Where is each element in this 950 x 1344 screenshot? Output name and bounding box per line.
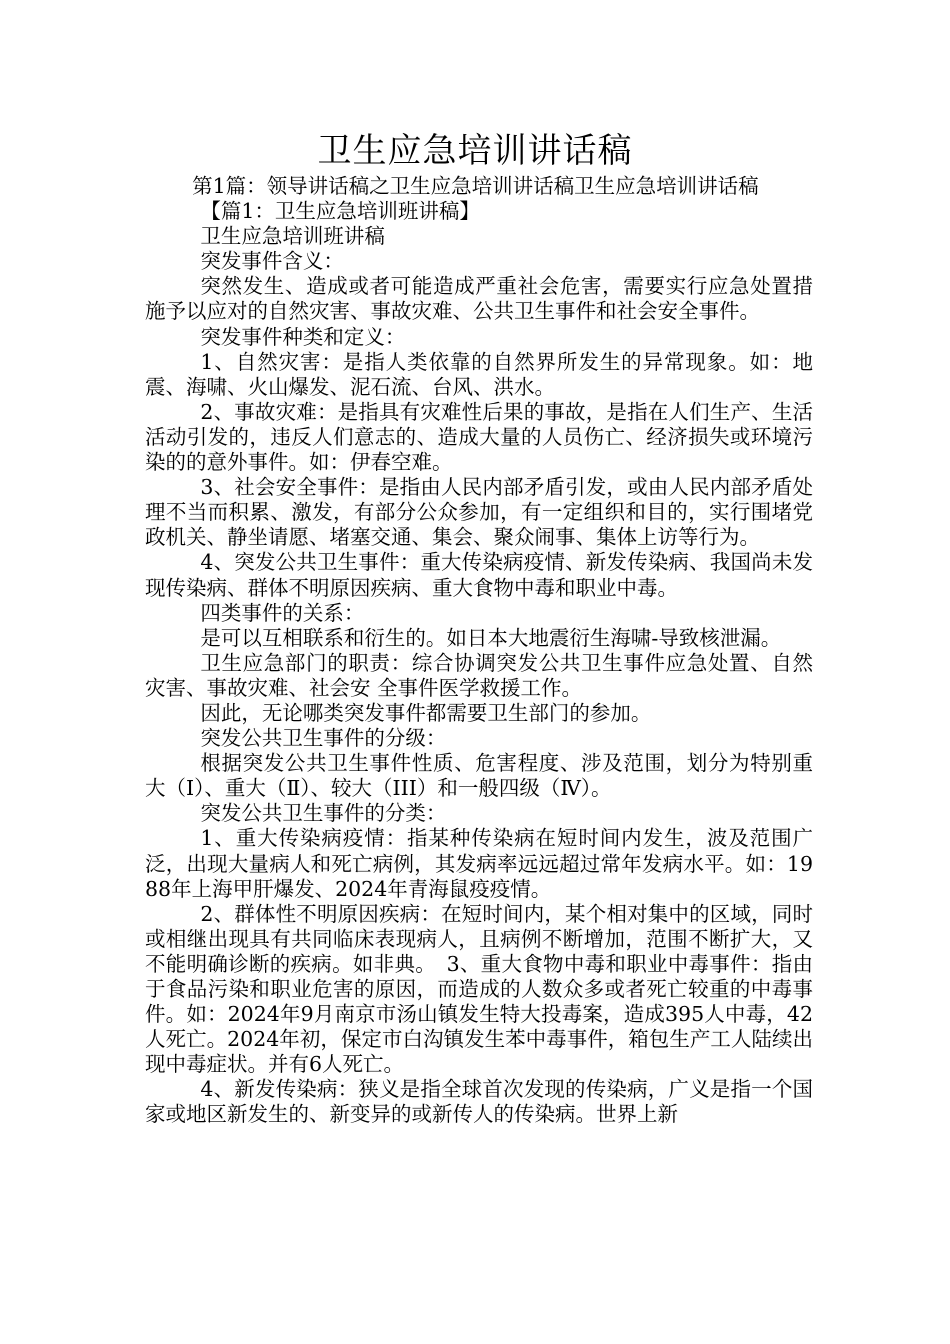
paragraph: 1、自然灾害：是指人类依靠的自然界所发生的异常现象。如：地震、海啸、火山爆发、泥石流、台风、洪水。 [145,349,813,399]
paragraph: 4、突发公共卫生事件：重大传染病疫情、新发传染病、我国尚未发现传染病、群体不明原因疾病、重大食物中毒和职业中毒。 [145,550,813,600]
paragraph: 第1篇：领导讲话稿之卫生应急培训讲话稿卫生应急培训讲话稿 [192,174,759,198]
paragraph: 突然发生、造成或者可能造成严重社会危害，需要实行应急处置措施予以应对的自然灾害、事故灾难、公共卫生事件和社会安全事件。 [145,274,813,324]
paragraph: 2、群体性不明原因疾病：在短时间内，某个相对集中的区域，同时或相继出现具有共同临床表现病人，且病例不断增加，范围不断扩大，又不能明确诊断的疾病。如非典。 3、重大食物中毒和职业中毒事件：指由于食品污染和职业危害的原因，而造成的人数众多或者死亡较重的中毒事件。如：2024年9月南京市汤山镇发生特大投毒案，造成395人中毒，42人死亡。2024年初，保定市白沟镇发生苯中毒事件，箱包生产工人陆续出现中毒症状。并有6人死亡。 [145,901,813,1077]
paragraph: 因此，无论哪类突发事件都需要卫生部门的参加。 [200,700,652,725]
paragraph: 突发公共卫生事件的分级： [200,726,447,751]
paragraph: 卫生应急部门的职责：综合协调突发公共卫生事件应急处置、自然灾害、事故灾难、社会安 全事件医学救援工作。 [145,650,813,700]
paragraph: 四类事件的关系： [200,600,365,625]
paragraph: 3、社会安全事件：是指由人民内部矛盾引发，或由人民内部矛盾处理不当而积累、激发，有部分公众参加，有一定组织和目的，实行围堵党政机关、静坐请愿、堵塞交通、集会、聚众闹事、集体上访等行为。 [145,475,813,550]
paragraph: 根据突发公共卫生事件性质、危害程度、涉及范围，划分为特别重大（Ⅰ）、重大（Ⅱ）、较大（III）和一般四级（Ⅳ）。 [145,751,813,801]
paragraph: 1、重大传染病疫情：指某种传染病在短时间内发生，波及范围广泛，出现大量病人和死亡病例，其发病率远远超过常年发病水平。如：1988年上海甲肝爆发、2024年青海鼠疫疫情。 [145,826,813,901]
paragraph: 突发事件含义： [200,249,344,274]
paragraph: 突发事件种类和定义： [200,324,406,349]
paragraph: 2、事故灾难：是指具有灾难性后果的事故，是指在人们生产、生活活动引发的，违反人们意志的、造成大量的人员伤亡、经济损失或环境污染的的意外事件。如：伊春空难。 [145,399,813,475]
paragraph: 4、新发传染病：狭义是指全球首次发现的传染病，广义是指一个国家或地区新发生的、新变异的或新传人的传染病。世界上新 [145,1077,813,1127]
paragraph: 是可以互相联系和衍生的。如日本大地震衍生海啸-导致核泄漏。 [200,625,782,650]
document-title: 卫生应急培训讲话稿 [317,131,633,171]
paragraph: 【篇1：卫生应急培训班讲稿】 [200,199,480,224]
document-body [145,174,813,1128]
paragraph: 卫生应急培训班讲稿 [200,224,385,249]
paragraph: 突发公共卫生事件的分类： [200,801,447,826]
